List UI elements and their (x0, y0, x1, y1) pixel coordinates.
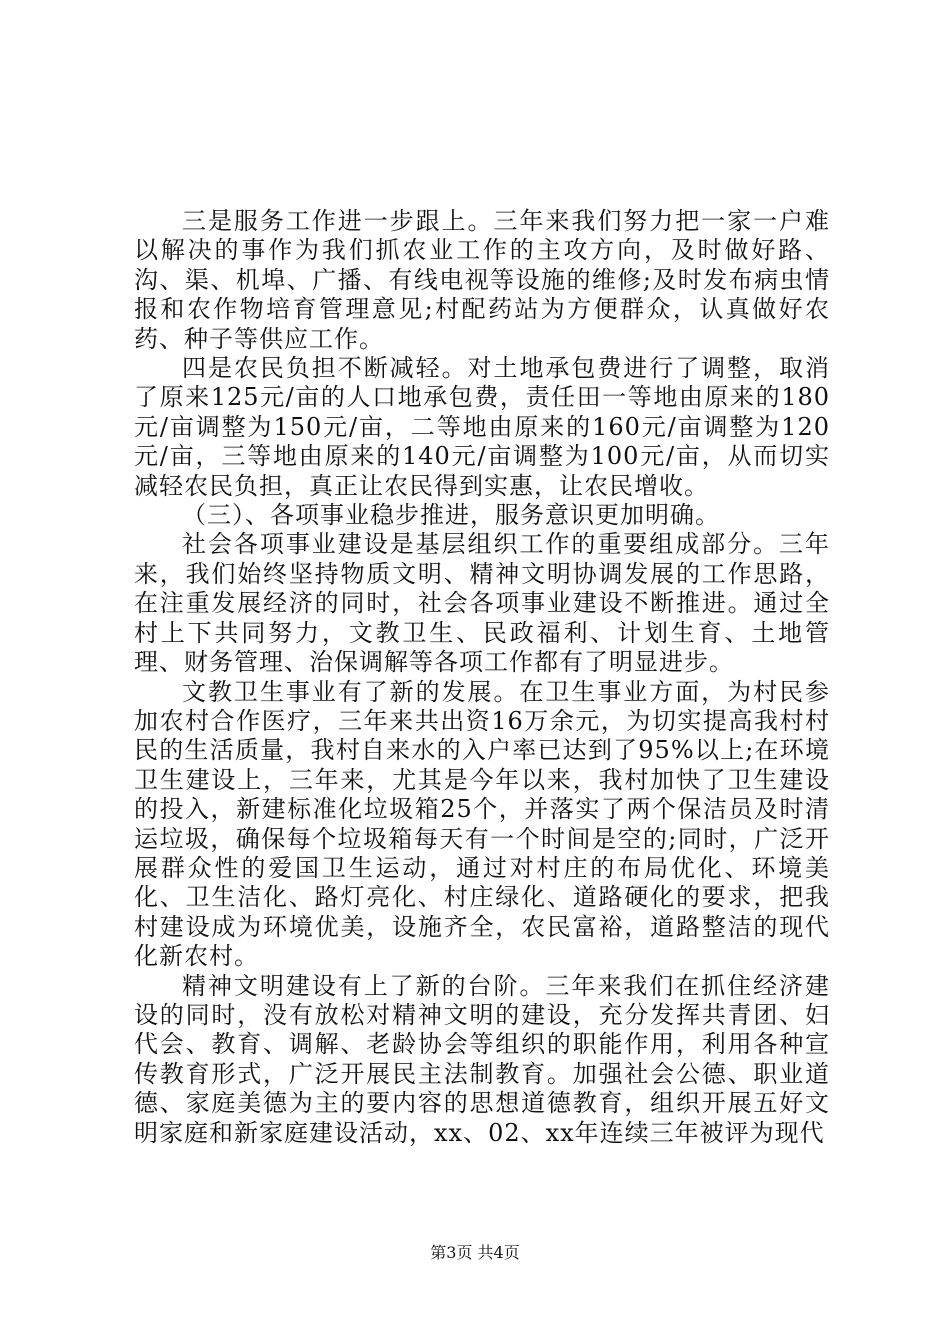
paragraph-culture-health: 文教卫生事业有了新的发展。在卫生事业方面，为村民参加农村合作医疗，三年来共出资16万余元，为切实提高我村村民的生活质量，我村自来水的入户率已达到了95%以上;在环境卫生建设上，三年来，尤其是今年以来，我村加快了卫生建设的投入，新建标准化垃圾箱25个，并落实了两个保洁员及时清运垃圾，确保每个垃圾箱每天有一个时间是空的;同时，广泛开展群众性的爱国卫生运动，通过对村庄的布局优化、环境美化、卫生洁化、路灯亮化、村庄绿化、道路硬化的要求，把我村建设成为环境优美，设施齐全，农民富裕，道路整洁的现代化新农村。 (134, 677, 830, 971)
paragraph-service-work: 三是服务工作进一步跟上。三年来我们努力把一家一户难以解决的事作为我们抓农业工作的主攻方向，及时做好路、沟、渠、机埠、广播、有线电视等设施的维修;及时发布病虫情报和农作物培育管理意见;村配药站为方便群众，认真做好农药、种子等供应工作。 (134, 207, 830, 353)
page-footer: 第3页 共4页 (430, 1243, 520, 1262)
section-heading-3: （三）、各项事业稳步推进，服务意识更加明确。 (182, 501, 720, 530)
paragraph-spiritual-civilization: 精神文明建设有上了新的台阶。三年来我们在抓住经济建设的同时，没有放松对精神文明的建设，充分发挥共青团、妇代会、教育、调解、老龄协会等组织的职能作用，利用各种宣传教育形式，广泛开展民主法制教育。加强社会公德、职业道德、家庭美德为主的要内容的思想道德教育，组织开展五好文明家庭和新家庭建设活动，xx、02、xx年连续三年被评为现代 (134, 971, 830, 1147)
paragraph-farmer-burden: 四是农民负担不断减轻。对土地承包费进行了调整，取消了原来125元/亩的人口地承包费，责任田一等地由原来的180元/亩调整为150元/亩，二等地由原来的160元/亩调整为120元/亩，三等地由原来的140元/亩调整为100元/亩，从而切实减轻农民负担，真正让农民得到实惠，让农民增收。 (134, 354, 830, 500)
paragraph-social-undertakings: 社会各项事业建设是基层组织工作的重要组成部分。三年来，我们始终坚持物质文明、精神文明协调发展的工作思路，在注重发展经济的同时，社会各项事业建设不断推进。通过全村上下共同努力，文教卫生、民政福利、计划生育、土地管理、财务管理、治保调解等各项工作都有了明显进步。 (134, 530, 830, 677)
body-text (134, 207, 830, 1148)
